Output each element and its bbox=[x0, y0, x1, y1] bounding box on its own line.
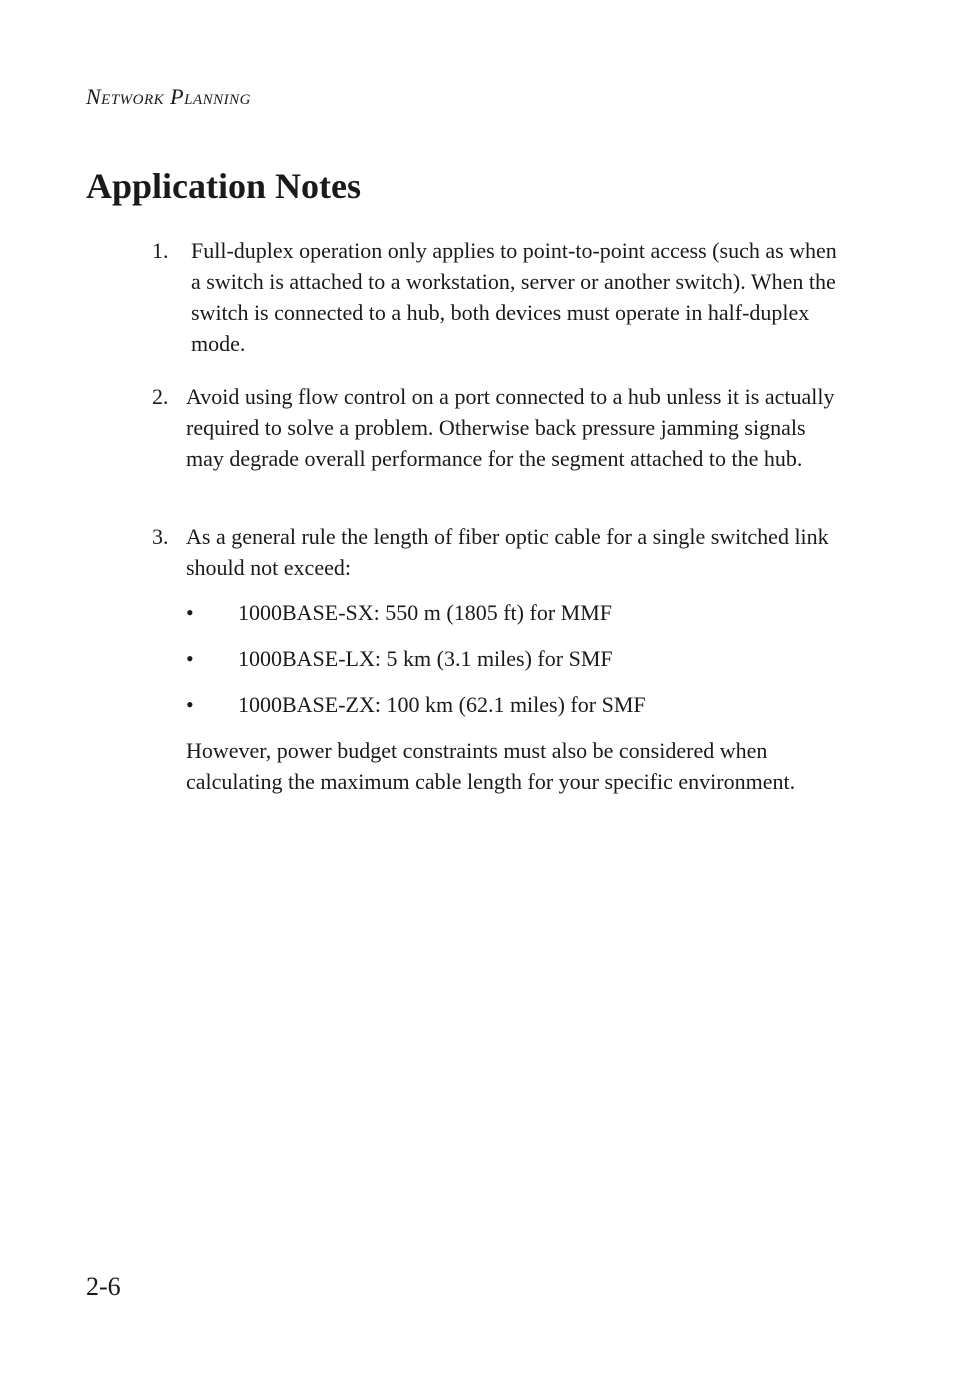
list-item-text: Avoid using flow control on a port connected to a hub unless it is actually required to solve a problem. Otherwise back pressure jamming signals may degrade overall performance for the segment attached to the hub. bbox=[186, 384, 835, 471]
list-item-text: Full-duplex operation only applies to point-to-point access (such as when a switch is attached to a workstation, server or another switch). When the switch is connected to a hub, both devices must operate in half-duplex mode. bbox=[191, 238, 837, 356]
bullet-icon: • bbox=[186, 646, 194, 671]
bullet-text: 1000BASE-SX: 550 m (1805 ft) for MMF bbox=[238, 600, 613, 625]
bullet-icon: • bbox=[186, 600, 194, 625]
list-item-number: 1. bbox=[152, 238, 169, 263]
bullet-text: 1000BASE-ZX: 100 km (62.1 miles) for SMF bbox=[238, 692, 646, 717]
list-item-number: 3. bbox=[152, 524, 169, 549]
list-item-number: 2. bbox=[152, 384, 169, 409]
list-item-text: As a general rule the length of fiber optic cable for a single switched link should not exceed: bbox=[186, 524, 829, 580]
bullet-icon: • bbox=[186, 692, 194, 717]
page-title: Application Notes bbox=[86, 166, 362, 206]
page-number: 2-6 bbox=[86, 1272, 121, 1301]
running-header: Network Planning bbox=[86, 84, 251, 109]
closing-paragraph: However, power budget constraints must also be considered when calculating the maximum cable length for your specific environment. bbox=[186, 738, 796, 794]
bullet-text: 1000BASE-LX: 5 km (3.1 miles) for SMF bbox=[238, 646, 613, 671]
